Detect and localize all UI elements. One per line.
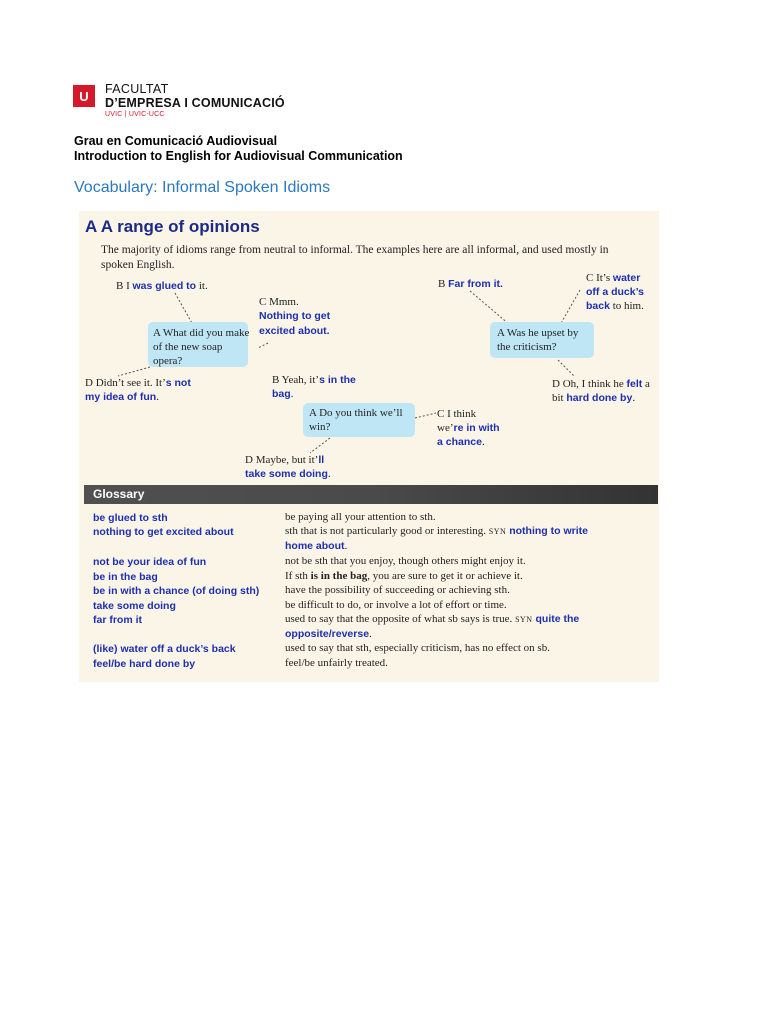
glossary-definition: used to say that sth, especially criticism, has no effect on sb. — [285, 642, 550, 654]
glossary-definition: feel/be unfairly treated. — [285, 657, 388, 669]
glossary-term: be in the bag — [93, 571, 158, 583]
dialogue3-a: A Do you think we’ll win? — [309, 407, 403, 433]
dialogue1-c: C Mmm. Nothing to get excited about. — [259, 296, 331, 337]
glossary-term: feel/be hard done by — [93, 658, 196, 670]
faculty-name-line3: UVIC | UVIC-UCC — [105, 111, 165, 118]
glossary-term: far from it — [93, 614, 143, 626]
glossary-term: be in with a chance (of doing sth) — [93, 585, 260, 597]
glossary-term: not be your idea of fun — [93, 556, 207, 568]
page-title: Vocabulary: Informal Spoken Idioms — [74, 179, 331, 196]
dialogue3-d: D Maybe, but it’ll take some doing. — [245, 454, 331, 480]
section-intro: The majority of idioms range from neutral to informal. The examples here are all informal, and used mostly in spoken English. — [101, 244, 609, 271]
university-logo-icon: U — [73, 85, 95, 107]
dialogue1-a: A What did you make of the new soap opera? — [153, 327, 250, 367]
glossary-definition: used to say that the opposite of what sb says is true. SYN quite the opposite/reverse. — [285, 613, 580, 640]
glossary-term: take some doing — [93, 600, 176, 612]
course-title: Introduction to English for Audiovisual Communication — [74, 149, 403, 163]
glossary-definition: If sth is in the bag, you are sure to get it or achieve it. — [285, 570, 523, 582]
glossary-term: be glued to sth — [93, 512, 168, 524]
glossary-definition: have the possibility of succeeding or achieving sth. — [285, 584, 510, 596]
glossary-definition: sth that is not particularly good or interesting. SYN nothing to write home about. — [285, 525, 588, 552]
glossary-definition: be paying all your attention to sth. — [285, 511, 436, 523]
glossary-definition: not be sth that you enjoy, though others might enjoy it. — [285, 555, 526, 567]
dialogue2-b: B Far from it. — [438, 278, 503, 290]
glossary-definition: be difficult to do, or involve a lot of effort or time. — [285, 599, 507, 611]
dialogue2-d: D Oh, I think he felt a bit hard done by. — [552, 378, 650, 404]
glossary-term: (like) water off a duck’s back — [93, 643, 236, 655]
faculty-name-line1: FACULTAT — [105, 82, 169, 96]
dialogue1-d: D Didn’t see it. It’s not my idea of fun. — [85, 377, 191, 403]
dialogue3-b: B Yeah, it’s in the bag. — [272, 374, 356, 400]
glossary-header-bar — [84, 485, 658, 504]
glossary-term: nothing to get excited about — [93, 526, 234, 538]
dialogue2-a: A Was he upset by the criticism? — [497, 327, 579, 353]
dialogue1-b: B I was glued to it. — [116, 280, 208, 292]
glossary-title: Glossary — [93, 487, 145, 501]
course-degree: Grau en Comunicació Audiovisual — [74, 134, 278, 148]
dialogue2-c: C It’s water off a duck’s back to him. — [586, 272, 644, 312]
dialogue3-c: C I think we’re in with a chance. — [437, 408, 500, 448]
faculty-name-line2: D’EMPRESA I COMUNICACIÓ — [105, 96, 285, 110]
section-title: A A range of opinions — [85, 217, 260, 236]
